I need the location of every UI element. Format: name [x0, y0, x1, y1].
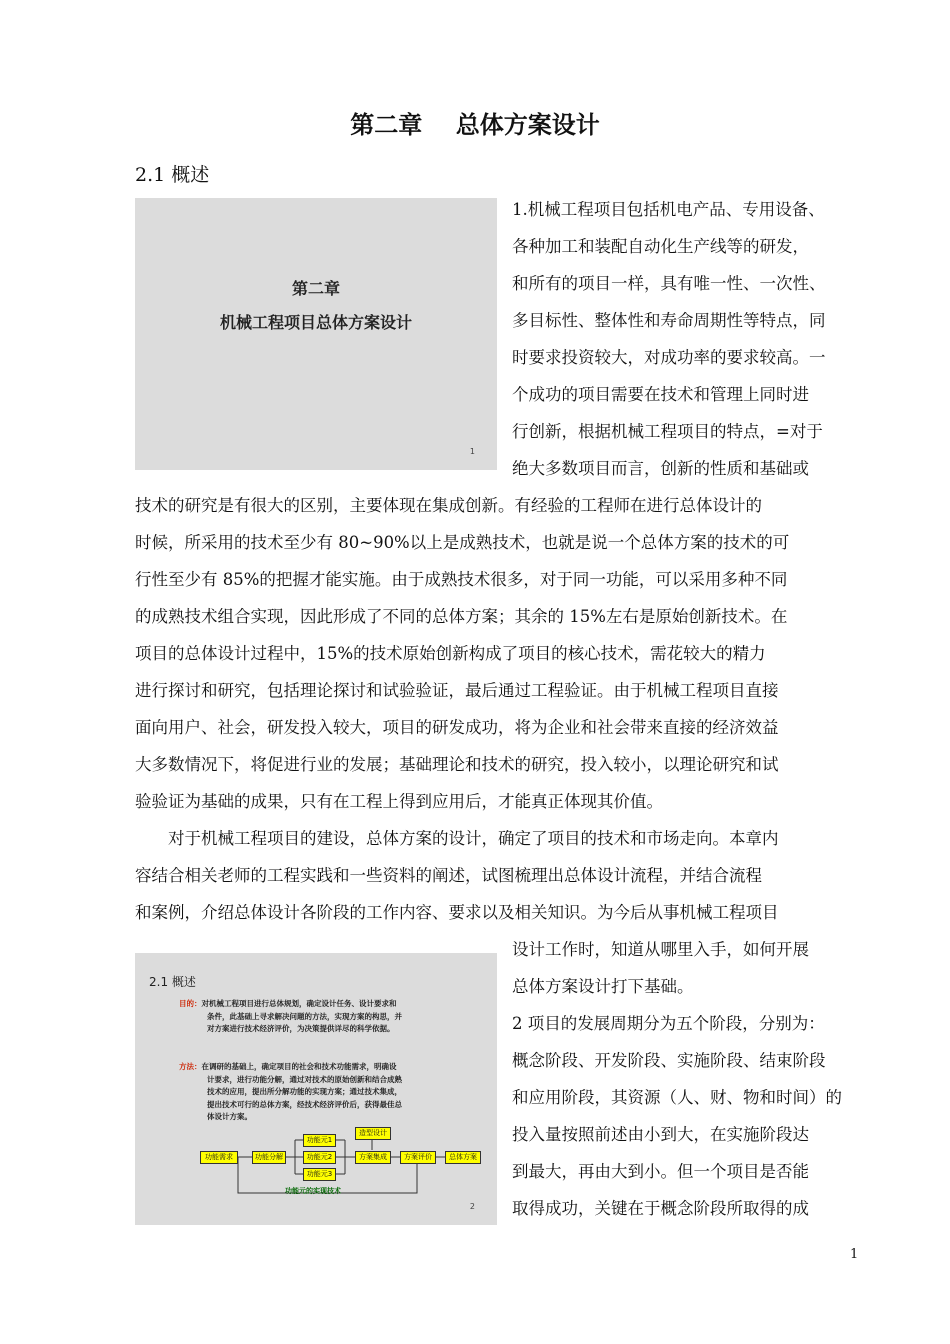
- slide2-page: 2: [469, 1202, 475, 1211]
- text-line: 取得成功，关键在于概念阶段所取得的成: [512, 1199, 809, 1218]
- text-line: 技术的研究是有很大的区别，主要体现在集成创新。有经验的工程师在进行总体设计的: [135, 496, 762, 515]
- slide-image-2: [135, 953, 497, 1225]
- text-line: 容结合相关老师的工程实践和一些资料的阐述，试图梳理出总体设计流程，并结合流程: [135, 866, 762, 885]
- flow-model: 造型设计: [355, 1127, 391, 1140]
- slide2-heading: 2.1 概述: [149, 975, 196, 989]
- flow-evaluate: 方案评价: [400, 1151, 436, 1164]
- text-line: 行创新，根据机械工程项目的特点，=对于: [512, 422, 823, 441]
- page-number: 1: [850, 1247, 859, 1262]
- text-line: 大多数情况下，将促进行业的发展；基础理论和技术的研究，投入较小，以理论研究和试: [135, 755, 779, 774]
- purpose-label: 目的：: [179, 999, 202, 1008]
- text-line: 1.机械工程项目包括机电产品、专用设备、: [512, 200, 825, 219]
- flow-unit1: 功能元1: [303, 1134, 336, 1147]
- purpose-line: 对方案进行技术经济评价，为决策提供详尽的科学依据。: [207, 1024, 395, 1033]
- text-line: 和所有的项目一样，具有唯一性、一次性、: [512, 274, 826, 293]
- slide1-chapter: 第二章: [291, 279, 340, 298]
- text-line: 投入量按照前述由小到大，在实施阶段达: [512, 1125, 809, 1144]
- text-line: 验验证为基础的成果，只有在工程上得到应用后，才能真正体现其价值。: [135, 792, 663, 811]
- text-line: 项目的总体设计过程中，15%的技术原始创新构成了项目的核心技术，需花较大的精力: [135, 644, 766, 663]
- text-line: 总体方案设计打下基础。: [512, 977, 694, 996]
- flow-overall: 总体方案: [445, 1151, 481, 1164]
- text-line: 的成熟技术组合实现，因此形成了不同的总体方案；其余的 15%左右是原始创新技术。在: [135, 607, 788, 626]
- text-line: 多目标性、整体性和寿命周期性等特点，同: [512, 311, 826, 330]
- text-line: 和应用阶段，其资源（人、财、物和时间）的: [512, 1088, 842, 1107]
- flow-arrows: [135, 953, 497, 1225]
- method-label: 方法：: [179, 1062, 202, 1071]
- purpose-line: 条件，此基础上寻求解决问题的方法，实现方案的构思，并: [207, 1011, 402, 1021]
- flow-need: 功能需求: [200, 1151, 238, 1164]
- text-line: 设计工作时，知道从哪里入手，如何开展: [512, 940, 809, 959]
- method-line: 计要求，进行功能分解，通过对技术的原始创新和结合成熟: [207, 1074, 402, 1084]
- flow-integrate: 方案集成: [355, 1151, 391, 1164]
- slide1-subtitle: 机械工程项目总体方案设计: [219, 313, 412, 332]
- text-line: 面向用户、社会，研发投入较大，项目的研发成功，将为企业和社会带来直接的经济效益: [135, 718, 779, 737]
- flow-note: 功能元的实现技术: [285, 1187, 341, 1195]
- text-line: 对于机械工程项目的建设，总体方案的设计，确定了项目的技术和市场走向。本章内: [168, 829, 779, 848]
- text-line: 个成功的项目需要在技术和管理上同时进: [512, 385, 809, 404]
- text-line: 进行探讨和研究，包括理论探讨和试验验证，最后通过工程验证。由于机械工程项目直接: [135, 681, 779, 700]
- section-heading: 2.1 概述: [135, 164, 210, 186]
- purpose-line: 对机械工程项目进行总体规划，确定设计任务、设计要求和: [201, 999, 397, 1008]
- method-line: 体设计方案。: [207, 1112, 252, 1121]
- method-line: 技术的应用，提出所分解功能的实现方案；通过技术集成，: [207, 1087, 402, 1096]
- flow-decomp: 功能分解: [252, 1151, 286, 1164]
- text-line: 概念阶段、开发阶段、实施阶段、结束阶段: [512, 1051, 826, 1070]
- text-line: 时候，所采用的技术至少有 80~90%以上是成熟技术，也就是说一个总体方案的技术的可: [135, 533, 790, 552]
- text-line: 各种加工和装配自动化生产线等的研发，: [512, 237, 809, 256]
- flow-unit2: 功能元2: [303, 1151, 336, 1164]
- text-line: 和案例，介绍总体设计各阶段的工作内容、要求以及相关知识。为今后从事机械工程项目: [135, 903, 779, 922]
- method-line: 在调研的基础上，确定项目的社会和技术功能需求，明确设: [201, 1062, 397, 1071]
- text-line: 2 项目的发展周期分为五个阶段，分别为：: [512, 1014, 825, 1033]
- text-line: 到最大，再由大到小。但一个项目是否能: [512, 1162, 809, 1181]
- slide1-page: 1: [469, 447, 475, 456]
- flow-unit3: 功能元3: [303, 1168, 336, 1181]
- text-line: 时要求投资较大，对成功率的要求较高。一: [512, 348, 826, 367]
- text-line: 绝大多数项目而言，创新的性质和基础或: [512, 459, 809, 478]
- method-line: 提出技术可行的总体方案，经技术经济评价后，获得最佳总: [207, 1099, 402, 1109]
- chapter-title: 第二章 总体方案设计: [350, 111, 600, 139]
- slide-image-1: [135, 198, 497, 470]
- text-line: 行性至少有 85%的把握才能实施。由于成熟技术很多，对于同一功能，可以采用多种不同: [135, 570, 788, 589]
